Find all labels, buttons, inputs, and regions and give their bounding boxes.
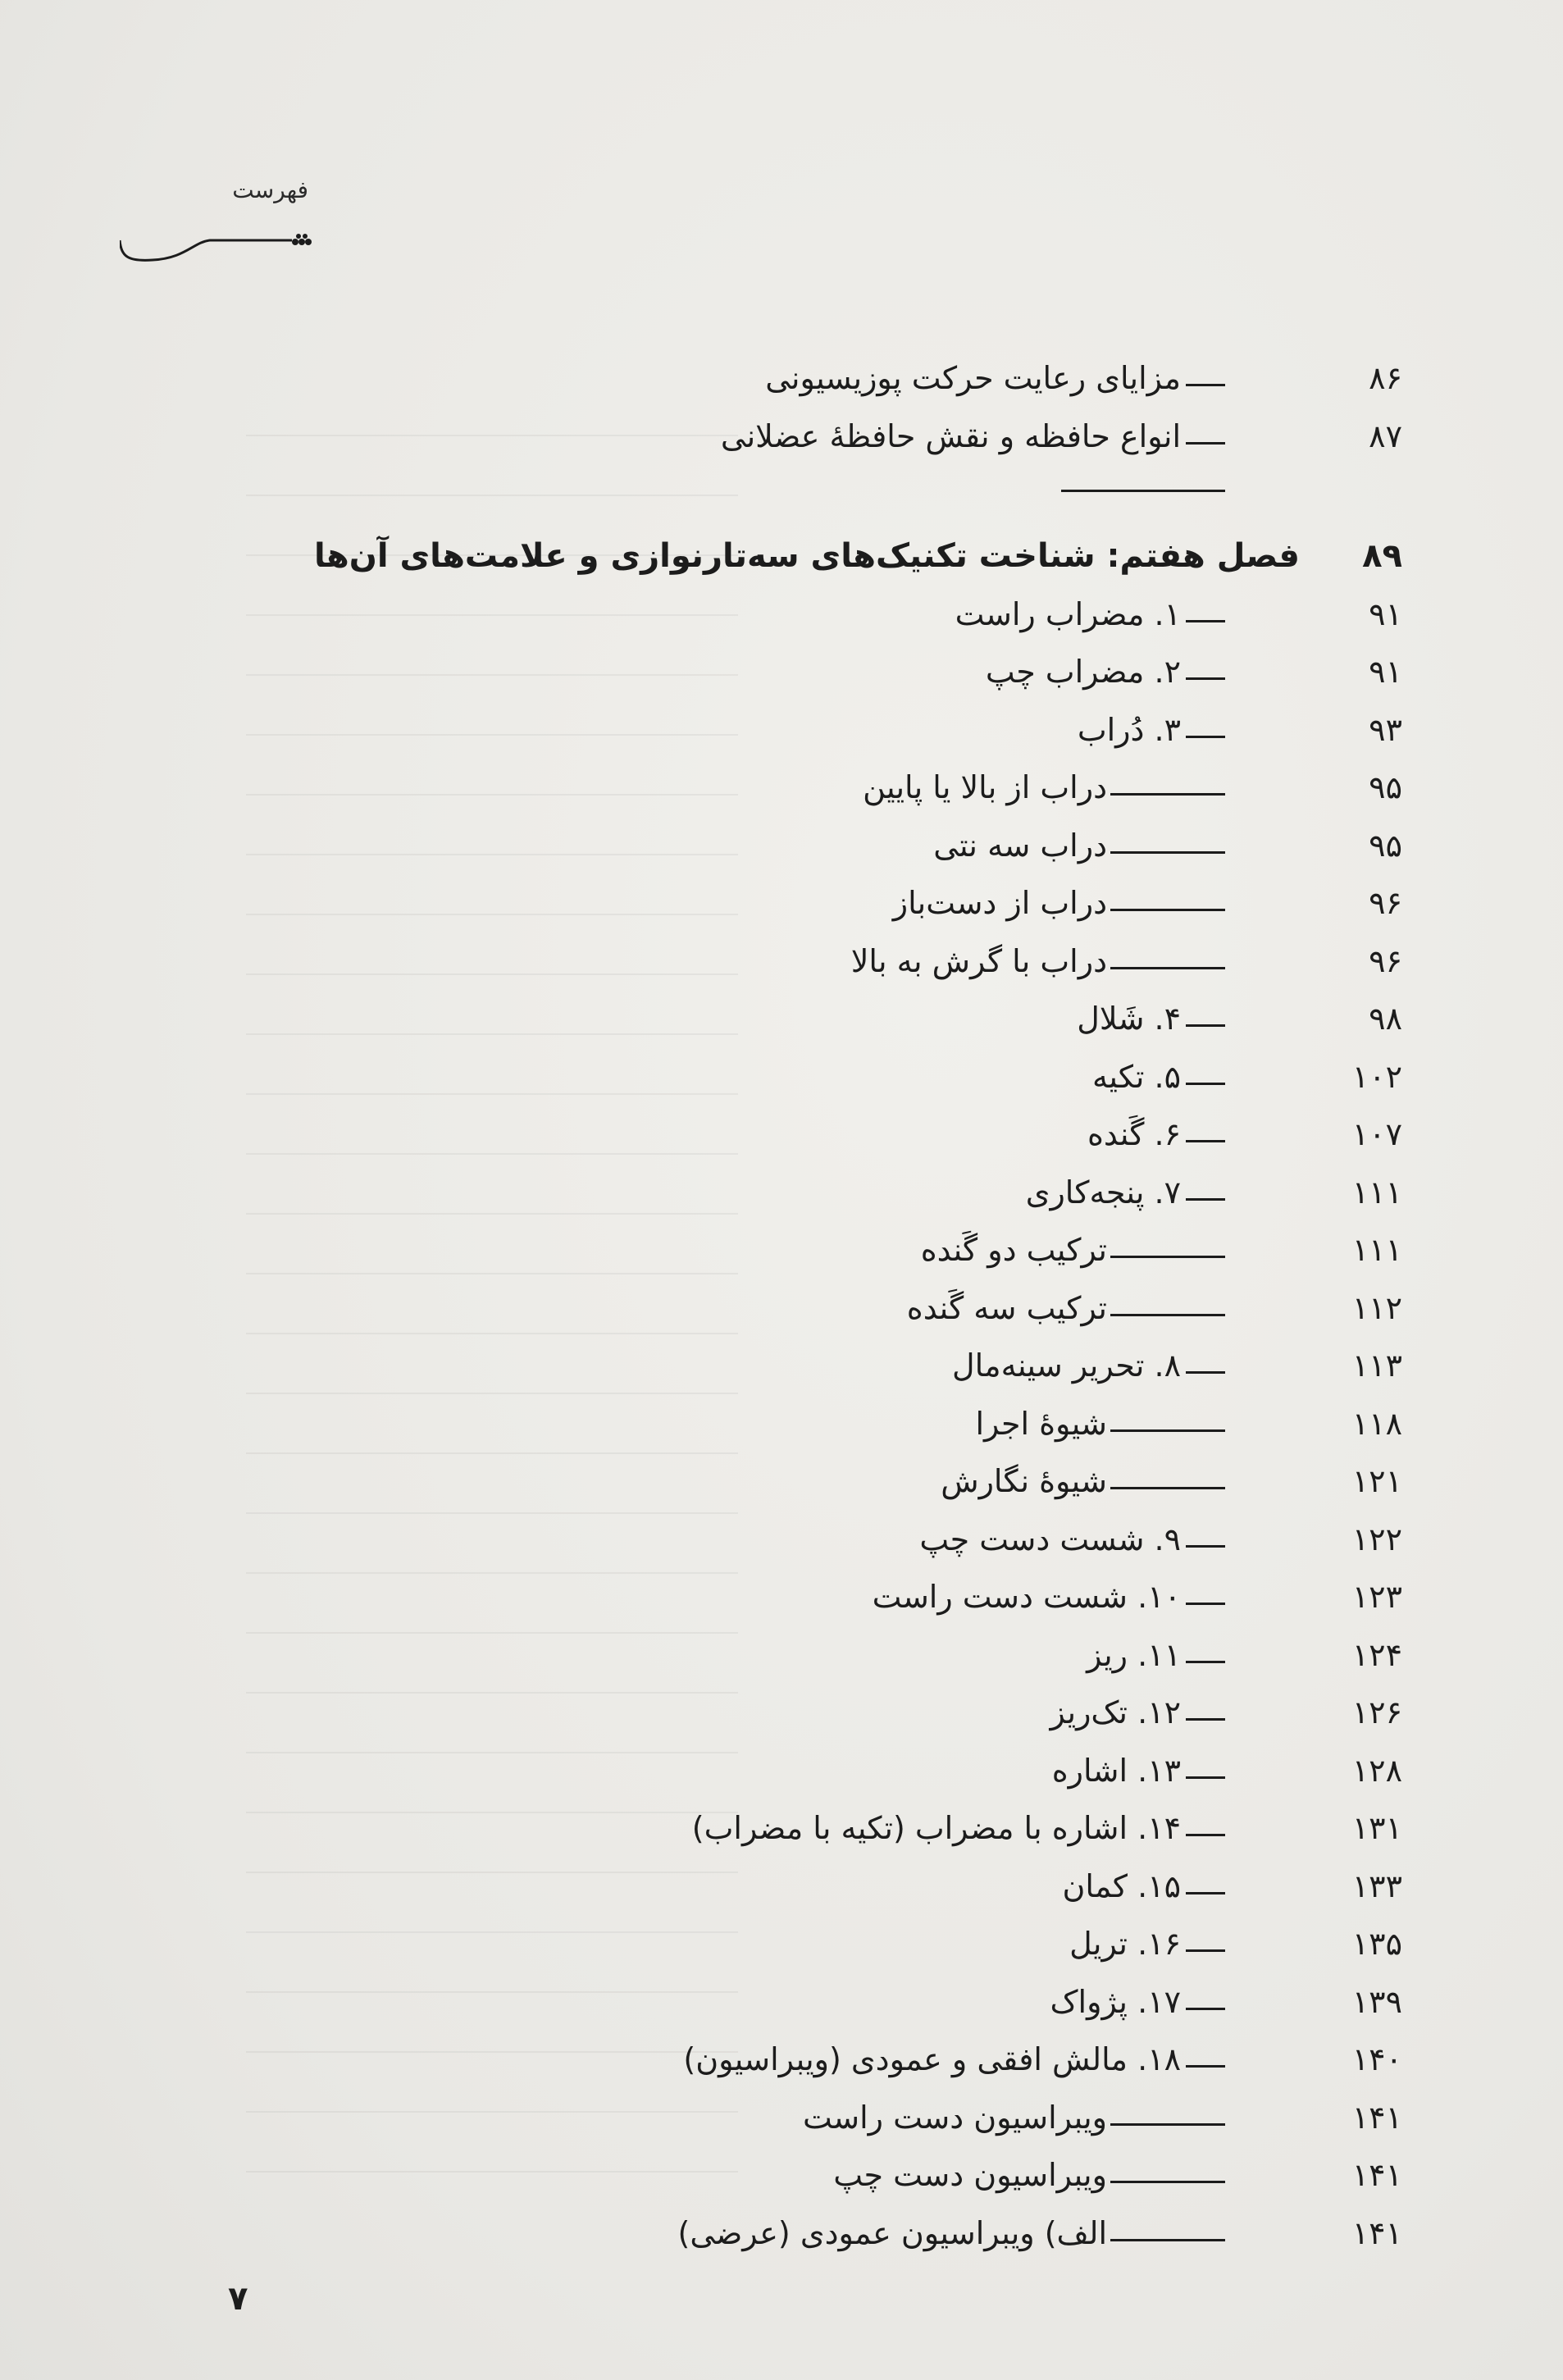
- table-of-contents: [189, 349, 1402, 2262]
- entry-title: مزایای رعایت حرکت پوزیسیونی: [765, 360, 1181, 396]
- leader-dash: [1186, 1603, 1225, 1605]
- toc-entry: [189, 349, 1402, 408]
- toc-entry: [189, 1626, 1402, 1685]
- leader-dash: [1186, 1198, 1225, 1201]
- leader-dash: [1186, 736, 1225, 738]
- toc-entry: [189, 2031, 1402, 2089]
- page-ref: ۹۸: [1369, 1001, 1402, 1037]
- page-ref: ۱۱۳: [1351, 1347, 1402, 1384]
- toc-entry: [189, 2204, 1402, 2263]
- toc-entry: [189, 1973, 1402, 2031]
- page-ref: ۹۵: [1369, 769, 1402, 805]
- page-ref: ۱۴۰: [1351, 2041, 1402, 2077]
- leader-dash: [1186, 677, 1225, 680]
- toc-entry: [189, 1164, 1402, 1222]
- toc-entry: [189, 2146, 1402, 2204]
- toc-entry: [189, 1799, 1402, 1858]
- leader-dash: [1110, 1256, 1225, 1258]
- toc-entry: [189, 1915, 1402, 1973]
- entry-title: ۱. مضراب راست: [955, 595, 1181, 632]
- entry-title: شیوهٔ نگارش: [941, 1463, 1107, 1499]
- entry-title: ۱۶. تریل: [1069, 1926, 1181, 1962]
- page-ref: ۱۰۷: [1351, 1116, 1402, 1152]
- toc-entry: [189, 759, 1402, 817]
- entry-title: ۶. گَنده: [1087, 1116, 1181, 1152]
- leader-dash: [1110, 1429, 1225, 1432]
- page-ref: ۱۳۳: [1351, 1867, 1402, 1904]
- entry-title: الف) ویبراسیون عمودی (عرضی): [677, 2214, 1107, 2251]
- leader-dash: [1186, 442, 1225, 445]
- page-ref: ۱۲۲: [1351, 1521, 1402, 1557]
- toc-entry: [189, 1048, 1402, 1106]
- entry-title: ۷. پنجه‌کاری: [1025, 1174, 1181, 1211]
- leader-dash: [1110, 909, 1225, 911]
- entry-title: ویبراسیون دست راست: [802, 2099, 1107, 2136]
- toc-entry: [189, 1221, 1402, 1279]
- leader-dash: [1110, 2239, 1225, 2241]
- leader-dash: [1186, 1661, 1225, 1663]
- toc-entry: [189, 1684, 1402, 1742]
- ornament-icon: [120, 224, 317, 273]
- page-ref: ۱۱۲: [1351, 1289, 1402, 1326]
- entry-title: ۱۴. اشاره با مضراب (تکیه با مضراب): [691, 1810, 1181, 1846]
- entry-title: ۱۲. تک‌ریز: [1050, 1694, 1181, 1730]
- entry-title: ۱۳. اشاره: [1051, 1752, 1181, 1789]
- entry-title: انواع حافظه و نقش حافظهٔ عضلانی: [720, 417, 1181, 454]
- leader-dash: [1186, 1718, 1225, 1721]
- toc-entry: [189, 1742, 1402, 1800]
- toc-entry: [189, 408, 1402, 466]
- toc-entry: [189, 701, 1402, 759]
- leader-dash: [1186, 2008, 1225, 2010]
- running-header: [120, 176, 308, 203]
- page-ref: ۹۶: [1369, 942, 1402, 979]
- divider-line: [1061, 490, 1225, 492]
- page-ref: ۸۷: [1369, 417, 1402, 454]
- leader-dash: [1186, 1834, 1225, 1836]
- page-ref: ۱۰۲: [1351, 1058, 1402, 1095]
- header-title: فهرست: [232, 176, 308, 203]
- toc-entry: [189, 1568, 1402, 1626]
- leader-dash: [1110, 1314, 1225, 1316]
- toc-entry: [189, 1337, 1402, 1395]
- toc-entry: [189, 817, 1402, 875]
- chapter-title: فصل هفتم: شناخت تکنیک‌های سه‌تارنوازی و علامت‌های آن‌ها: [313, 537, 1300, 575]
- leader-dash: [1186, 384, 1225, 386]
- leader-dash: [1186, 1545, 1225, 1548]
- entry-title: ۸. تحریر سینه‌مال: [952, 1347, 1181, 1384]
- toc-entry: [189, 1279, 1402, 1338]
- toc-entry: [189, 1395, 1402, 1453]
- entry-title: شیوهٔ اجرا: [975, 1405, 1107, 1442]
- toc-entry: [189, 586, 1402, 644]
- page-ref: ۱۲۸: [1351, 1752, 1402, 1789]
- page-ref: ۹۳: [1369, 711, 1402, 748]
- page-ref: ۱۴۱: [1351, 2157, 1402, 2193]
- leader-dash: [1186, 2065, 1225, 2068]
- page-ref: ۹۱: [1369, 654, 1402, 690]
- leader-dash: [1186, 1776, 1225, 1779]
- leader-dash: [1110, 1487, 1225, 1489]
- leader-dash: [1110, 2181, 1225, 2183]
- toc-entry: [189, 1858, 1402, 1916]
- leader-dash: [1186, 1892, 1225, 1894]
- entry-title: ۵. تکیه: [1092, 1058, 1181, 1095]
- page-ref: ۱۱۱: [1351, 1232, 1402, 1268]
- page-ref: ۸۶: [1369, 360, 1402, 396]
- page-ref: ۹۱: [1369, 595, 1402, 632]
- toc-entry: [189, 2089, 1402, 2147]
- page-ref: ۸۹: [1362, 537, 1402, 575]
- leader-dash: [1186, 1024, 1225, 1027]
- toc-entry: [189, 990, 1402, 1048]
- toc-entry: [189, 1106, 1402, 1164]
- entry-title: ۳. دُراب: [1077, 711, 1181, 748]
- leader-dash: [1110, 793, 1225, 796]
- leader-dash: [1186, 1083, 1225, 1085]
- page-ref: ۱۴۱: [1351, 2214, 1402, 2251]
- entry-title: دراب از بالا یا پایین: [863, 769, 1107, 805]
- entry-title: ۱۱. ریز: [1087, 1636, 1181, 1673]
- leader-dash: [1110, 2123, 1225, 2126]
- entry-title: ۲. مضراب چپ: [985, 654, 1181, 690]
- toc-entry: [189, 932, 1402, 991]
- leader-dash: [1186, 1949, 1225, 1952]
- page-ref: ۱۲۴: [1351, 1636, 1402, 1673]
- page-ref: ۱۳۱: [1351, 1810, 1402, 1846]
- entry-title: دراب سه نتی: [933, 827, 1107, 864]
- toc-entry: [189, 643, 1402, 701]
- chapter-heading-row: [189, 527, 1402, 586]
- page-ref: ۱۳۹: [1351, 1983, 1402, 2020]
- page-ref: ۱۲۶: [1351, 1694, 1402, 1730]
- leader-dash: [1186, 620, 1225, 622]
- toc-entry: [189, 1452, 1402, 1511]
- page-ref: ۱۳۵: [1351, 1926, 1402, 1962]
- entry-title: ۱۵. کمان: [1062, 1867, 1181, 1904]
- leader-dash: [1110, 967, 1225, 969]
- page-ref: ۹۶: [1369, 885, 1402, 921]
- entry-title: ویبراسیون دست چپ: [833, 2157, 1107, 2193]
- leader-dash: [1186, 1371, 1225, 1374]
- section-divider: [189, 465, 1402, 527]
- entry-title: دراب از دست‌باز: [892, 885, 1107, 921]
- entry-title: ۱۰. شست دست راست: [872, 1579, 1181, 1615]
- page-ref: ۱۱۸: [1351, 1405, 1402, 1442]
- toc-entry: [189, 1511, 1402, 1569]
- page-number: ۷: [228, 2280, 248, 2318]
- entry-title: ۹. شست دست چپ: [919, 1521, 1181, 1557]
- entry-title: دراب با گرش به بالا: [850, 942, 1107, 979]
- page-ref: ۹۵: [1369, 827, 1402, 864]
- toc-entry: [189, 874, 1402, 932]
- entry-title: ۱۸. مالش افقی و عمودی (ویبراسیون): [683, 2041, 1181, 2077]
- leader-dash: [1110, 851, 1225, 854]
- page-ref: ۱۲۱: [1351, 1463, 1402, 1499]
- leader-dash: [1186, 1140, 1225, 1142]
- page-ref: ۱۴۱: [1351, 2099, 1402, 2136]
- entry-title: ۴. شَلال: [1077, 1001, 1181, 1037]
- entry-title: ترکیب دو گَنده: [920, 1232, 1107, 1268]
- page-ref: ۱۱۱: [1351, 1174, 1402, 1211]
- page-ref: ۱۲۳: [1351, 1579, 1402, 1615]
- entry-title: ۱۷. پژواک: [1050, 1983, 1181, 2020]
- entry-title: ترکیب سه گَنده: [906, 1289, 1107, 1326]
